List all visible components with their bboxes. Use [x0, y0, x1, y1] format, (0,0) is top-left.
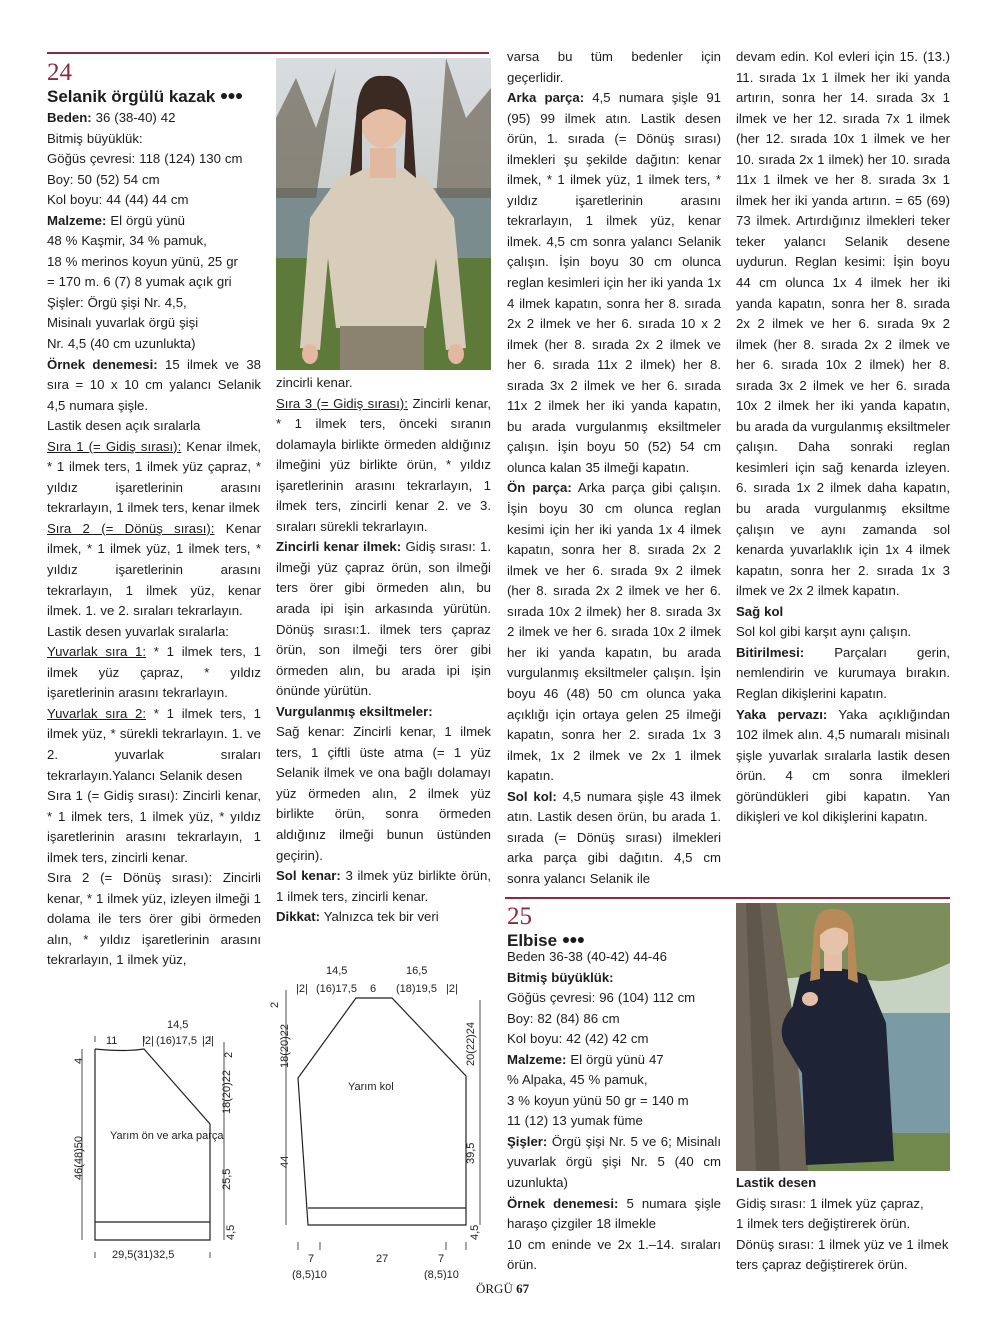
paragraph — [507, 1091, 721, 1112]
dim-label: 20(22)24 — [465, 1021, 477, 1066]
paragraph — [276, 722, 491, 866]
page-number: 67 — [516, 1281, 530, 1296]
dim-label: 2 — [269, 1001, 281, 1008]
section-rule-24 — [47, 52, 489, 54]
paragraph-text: Sağ kenar: Zincirli kenar, 1 ilmek ters, 1 çiftli üste atma (= 1 yüz Selanik ilmek ve ona bağlı dolamayı yüz örmeden alın, 2 ilmek yüz birlikte örün, sonra örmeden aldığınız ilmeği bunun üstünden geçirin). — [276, 724, 491, 863]
magazine-name: ÖRGÜ — [476, 1281, 513, 1296]
dim-label: (16)17,5 — [316, 983, 357, 995]
dim-label: |2| — [142, 1035, 154, 1047]
paragraph — [736, 705, 950, 828]
photo-caption — [736, 1173, 962, 1276]
paragraph-text: % Alpaka, 45 % pamuk, — [507, 1072, 648, 1088]
paragraph — [736, 602, 950, 623]
paragraph-text: Örgü şişi Nr. 5 ve 6; Misinalı yuvarlak örgü şişi Nr. 5 (40 cm uzunlukta) — [507, 1133, 721, 1191]
paragraph-text: Göğüs çevresi: 96 (104) 112 cm — [507, 990, 696, 1006]
dim-label: (18)19,5 — [396, 983, 437, 995]
paragraph-text: varsa bu tüm bedenler için geçerlidir. — [507, 49, 721, 85]
paragraph — [507, 1029, 721, 1050]
paragraph — [47, 519, 261, 622]
pattern-number-25: 25 — [507, 903, 532, 930]
paragraph — [736, 643, 950, 705]
paragraph — [736, 1194, 962, 1215]
paragraph-text: 4,5 numara şişle 43 ilmek atın. Lastik desen örün, bu arada 1. sırada (= Dönüş sırası) ilmekleri arka parça gibi dağıtın. 4,5 cm sonra yalancı Selanik ile — [507, 788, 721, 886]
paragraph-text: Dönüş sırası: 1 ilmek yüz ve 1 ilmek ters çapraz değiştirerek örün. — [736, 1236, 949, 1273]
paragraph-text: Sol kol gibi karşıt aynı çalışın. — [736, 624, 912, 640]
paragraph — [276, 907, 491, 928]
paragraph — [507, 47, 721, 88]
bold-lead: Sağ kol — [736, 603, 784, 619]
paragraph-text: Misinalı yuvarlak örgü şişi — [47, 315, 199, 331]
paragraph-text: = 170 m. 6 (7) 8 yumak açık gri — [47, 274, 232, 290]
dim-label: 44 — [279, 1155, 291, 1168]
dim-label: 29,5(31)32,5 — [112, 1249, 175, 1261]
bold-lead: Malzeme: — [507, 1051, 567, 1067]
schematic-label: Yarım ön ve arka parça — [110, 1130, 224, 1142]
section-rule-25 — [505, 897, 950, 899]
dim-label: 7 — [308, 1253, 315, 1265]
paragraph — [47, 272, 261, 293]
paragraph — [47, 622, 261, 643]
paragraph — [47, 293, 261, 314]
paragraph — [507, 1132, 721, 1194]
paragraph — [507, 1050, 721, 1071]
paragraph-text: Gidiş sırası: 1 ilmek yüz çapraz, — [736, 1195, 924, 1211]
paragraph — [47, 231, 261, 252]
paragraph — [507, 1070, 721, 1091]
paragraph-text: Şişler: Örgü şişi Nr. 4,5, — [47, 294, 187, 310]
pattern-number-24: 24 — [47, 59, 72, 86]
paragraph — [276, 537, 491, 701]
dim-label: (8,5)10 — [424, 1269, 459, 1280]
paragraph-text: El örgü yünü — [106, 212, 185, 228]
bold-lead: Ön parça: — [507, 480, 572, 496]
paragraph — [736, 47, 950, 602]
paragraph — [47, 313, 261, 334]
paragraph-text: Kol boyu: 42 (42) 42 cm — [507, 1031, 649, 1047]
underlined-lead: Sıra 2 (= Dönüş sırası): — [47, 520, 215, 536]
paragraph — [736, 622, 950, 643]
paragraph-text: Kol boyu: 44 (44) 44 cm — [47, 192, 189, 208]
paragraph-text: 18 % merinos koyun yünü, 25 gr — [47, 253, 238, 269]
paragraph — [47, 437, 261, 519]
paragraph — [47, 108, 261, 129]
paragraph-text: Lastik desen yuvarlak sıralarla: — [47, 623, 229, 639]
paragraph — [47, 252, 261, 273]
dim-label: |2| — [446, 983, 458, 995]
pattern-title-25: Elbise ●●● — [507, 931, 585, 950]
paragraph — [507, 478, 721, 786]
dim-label: 4,5 — [469, 1224, 481, 1240]
sweater-photo — [276, 58, 491, 370]
dim-label: 2 — [223, 1051, 235, 1058]
bold-lead: Şişler: — [507, 1133, 548, 1149]
paragraph — [47, 355, 261, 417]
paragraph-text: Lastik desen açık sıralarla — [47, 418, 201, 434]
paragraph-text: Göğüs çevresi: 118 (124) 130 cm — [47, 151, 243, 167]
paragraph-text: 4,5 numara şişle 91 (95) 99 ilmek atın. Lastik desen örün, 1. sırada (= Dönüş sırası) ilmekleri şu şekilde dağıtın: kenar ilmek, * 1 ilmek yüz, 1 ilmek ters, * yıldız işaretlerinin arasını tekrarlayın, 1 ilmek yüz, kenar ilmek. 4,5 cm sonra yalancı Selanik çalışın. İşin boyu 30 cm olunca reglan kesimleri için her iki yanda 1x 4 ilmek kapatın, sonra her 8. sırada 2x 2 ilmek ve her 6. sırada 10 x 2 ilmek (her 8. sırada 2x 2 ilmek ve her 6. sırada 11x 2 ilmek) her 8. sırada 3x 2 ilmek ve her 6. sırada 11x 2 ilmek her iki yanda kapatın, bu arada vurgulanmış eksiltmeler çalışın. İşin boyu 50 (52) 54 cm olunca kalan 35 ilmeği kapatın. — [507, 90, 721, 475]
paragraph-text: Beden 36-38 (40-42) 44-46 — [507, 949, 667, 964]
paragraph — [47, 786, 261, 868]
paragraph — [276, 373, 491, 394]
paragraph — [507, 787, 721, 890]
paragraph-text: Boy: 82 (84) 86 cm — [507, 1010, 620, 1026]
bold-lead: Zincirli kenar ilmek: — [276, 539, 402, 555]
paragraph-text: Sıra 1 (= Gidiş sırası): Zincirli kenar, * 1 ilmek ters, 1 ilmek yüz, * yıldız işaretlerinin arasını tekrarlayın, 1 ilmek ters, zincirli kenar. — [47, 788, 261, 865]
dim-label: 39,5 — [465, 1142, 477, 1164]
dim-label: (16)17,5 — [156, 1035, 197, 1047]
bold-lead: Bitirilmesi: — [736, 644, 805, 660]
instructions-column-25 — [507, 947, 721, 1276]
dim-label: 18(20)22 — [279, 1023, 291, 1068]
paragraph — [47, 642, 261, 704]
instructions-column-2 — [276, 373, 491, 928]
paragraph-text: 36 (38-40) 42 — [91, 110, 176, 125]
difficulty-dots: ●●● — [219, 87, 243, 103]
underlined-lead: Yuvarlak sıra 2: — [47, 705, 147, 721]
paragraph — [507, 1194, 721, 1235]
dim-label: 11 — [106, 1035, 118, 1047]
dim-label: 27 — [376, 1253, 389, 1265]
dim-label: 14,5 — [167, 1019, 189, 1031]
paragraph-text: 3 % koyun yünü 50 gr = 140 m — [507, 1092, 689, 1108]
bold-lead: Bitmiş büyüklük: — [507, 969, 614, 985]
paragraph — [276, 866, 491, 907]
instructions-column-1 — [47, 108, 261, 971]
dim-label: |2| — [202, 1035, 214, 1047]
body-schematic — [62, 1012, 252, 1272]
paragraph-text: 5 numara şişle haraşo çizgiler 18 ilmekle — [507, 1195, 721, 1232]
paragraph-text: Nr. 4,5 (40 cm uzunlukta) — [47, 336, 196, 352]
paragraph-text: Sıra 2 (= Dönüş sırası): Zincirli kenar, * 1 ilmek yüz, izleyen ilmeği 1 dolama ile ters örer gibi örmeden alın, * yıldız işaretlerinin arasını tekrarlayın, 1 ilmek yüz, — [47, 870, 261, 968]
paragraph — [507, 1009, 721, 1030]
dim-label: 46(48)50 — [73, 1135, 85, 1180]
bold-lead: Lastik desen — [736, 1175, 817, 1190]
paragraph — [47, 704, 261, 786]
paragraph-text: * 1 ilmek ters, 1 ilmek yüz çapraz, * yıldız işaretlerinin arasını tekrarlayın. — [47, 644, 261, 701]
underlined-lead: Sıra 3 (= Gidiş sırası): — [276, 395, 408, 411]
paragraph-text: Kenar ilmek, * 1 ilmek ters, 1 ilmek yüz çapraz, * yıldız işaretlerinin arasını tekrarlayın, 1 ilmek ters, kenar ilmek — [47, 438, 261, 516]
paragraph-text: Zincirli kenar, * 1 ilmek ters, önceki sıranın dolamayla birlikte örmeden aldığınız ilmeğini yüz birlikte örün, * yıldız işaretlerinin arasını tekrarlayın, 1 ilmek ters, zincirli kenar 2. ve 3. sıraları sürekli tekrarlayın. — [276, 395, 491, 534]
paragraph — [47, 868, 261, 971]
paragraph-text: 11 (12) 13 yumak füme — [507, 1113, 643, 1129]
paragraph — [507, 988, 721, 1009]
pattern-title-24: Selanik örgülü kazak ●●● — [47, 87, 243, 106]
paragraph — [736, 1235, 962, 1276]
paragraph — [507, 1235, 721, 1276]
paragraph-text: El örgü yünü 47 — [566, 1051, 664, 1067]
paragraph-text: Bitmiş büyüklük: — [47, 130, 143, 146]
paragraph — [47, 149, 261, 170]
paragraph — [736, 1214, 962, 1235]
dim-label: 7 — [438, 1253, 445, 1265]
dim-label: 16,5 — [406, 965, 428, 977]
dim-label: 25,5 — [221, 1168, 233, 1190]
paragraph — [47, 129, 261, 150]
paragraph-text: Yaka açıklığından 102 ilmek alın. 4,5 numaralı misinalı şişle yuvarlak sıralarla lastik desen örün. 4 cm sonra ilmekleri göründükleri gibi kapatın. Yan dikişleri ve kol dikişlerini kapatın. — [736, 706, 951, 825]
underlined-lead: Yuvarlak sıra 1: — [47, 644, 147, 660]
dim-label: (8,5)10 — [292, 1269, 327, 1280]
difficulty-dots: ●●● — [561, 931, 585, 947]
bold-lead: Örnek denemesi: — [47, 356, 158, 372]
paragraph — [507, 88, 721, 478]
dim-label: 4 — [73, 1057, 85, 1064]
paragraph-text: Boy: 50 (52) 54 cm — [47, 171, 160, 187]
paragraph — [47, 334, 261, 355]
paragraph — [507, 968, 721, 989]
dress-photo — [736, 903, 950, 1171]
bold-lead: Malzeme: — [47, 212, 107, 228]
paragraph — [276, 394, 491, 538]
paragraph-text: 15 ilmek ve 38 sıra = 10 x 10 cm yalancı Selanik 4,5 numara şişle. — [47, 356, 261, 413]
paragraph — [47, 170, 261, 191]
bold-lead: Sol kol: — [507, 788, 557, 804]
bold-lead: Dikkat: — [276, 909, 320, 925]
paragraph-text: Parçaları gerin, nemlendirin ve kurumaya bırakın. Reglan dikişlerini kapatın. — [736, 644, 950, 701]
dim-label: 18(20)22 — [221, 1069, 233, 1114]
underlined-lead: Sıra 1 (= Gidiş sırası): — [47, 438, 182, 454]
paragraph-text: Kenar ilmek, * 1 ilmek yüz, 1 ilmek ters, * yıldız işaretlerinin arasını tekrarlayın, 1 ilmek yüz, kenar ilmek. 1. ve 2. sıraları tekrarlayın. — [47, 520, 261, 619]
paragraph-text: * 1 ilmek ters, 1 ilmek yüz, * sürekli tekrarlayın. 1. ve 2. yuvarlak sıraları tekrarlayın.Yalancı Selanik desen — [47, 705, 261, 783]
paragraph-text: 10 cm eninde ve 2x 1.–14. sıraları örün. — [507, 1236, 721, 1273]
paragraph — [507, 1111, 721, 1132]
dim-label: 4,5 — [225, 1224, 237, 1240]
dim-label: 6 — [370, 983, 377, 995]
bold-lead: Yaka pervazı: — [736, 706, 828, 722]
paragraph-text: Gidiş sırası: 1. ilmeği yüz çapraz örün, son ilmeği ters örer gibi örmeden alın, bu arada ipi işin arkasında yürütün. Dönüş sırası:1. ilmek ters çapraz örün, son ilmeği ters örer gibi örmeden alın, bu arada ipi işin önünde yürütün. — [276, 539, 491, 699]
paragraph-text: 1 ilmek ters değiştirerek örün. — [736, 1216, 911, 1232]
bold-lead: Vurgulanmış eksiltmeler: — [276, 703, 433, 719]
paragraph — [47, 190, 261, 211]
paragraph-text: devam edin. Kol evleri için 15. (13.) 11. sırada 1x 1 ilmek her iki yanda artırın, sonra her 14. sırada 3x 1 ilmek ve her 12. sırada 7x 1 ilmek (her 12. sırada 10x 1 ilmek ve her 10. sırada 2x 1 ilmek) her 10. sırada 11x 1 ilmek ve her 8. sırada 3x 1 ilmek her iki yanda artırın. = 65 (69) 73 ilmek. Artırdığınız ilmekleri teker teker yalancı Selanik desene uydurun. Reglan kesimi: İşin boyu 44 cm olunca 1x 4 ilmek her iki yanda kapatın, sonra her 8. sırada 2x 2 ilmek ve her 6. sırada 9x 2 ilmek (her 8. sırada 2x 2 ilmek ve her 6. sırada 10x 2 ilmek) her 8. sırada 3x 2 ilmek ve her 6. sırada 10x 2 ilmek her iki yanda kapatın, bu arada da vurgulanmış eksiltmeler çalışın. Daha sonraki reglan kesimleri için sağ kenarda izleyen. 6. sırada 1x 2 ilmek daha kapatın, bu arada vurgulanmış eksiltme çalışın ve aynı zamanda sol kenarda yuvarlaklık için 1x 4 ilmek kapatın, sonra her 2. sırada 1x 3 ilmek ve 2x 2 ilmek kapatın. — [736, 49, 950, 599]
dim-label: 14,5 — [326, 965, 348, 977]
schematic-label: Yarım kol — [348, 1081, 394, 1093]
paragraph-text: Arka parça gibi çalışın. İşin boyu 30 cm olunca reglan kesimi için her iki yanda 1x 4 ilmek kapatın, sonra her 8. sırada 2x 2 ilmek ve her 6. sırada 9x 2 ilmek (her 8. sırada 2x 2 ilmek ve her 6. sırada 10x 2 ilmek) her 8. sırada 3x 2 ilmek ve her 6. sırada 10x 2 ilmek her iki yanda kapatın, bu arada vurgulanmış eksiltmeler çalışın. İşin boyu 46 (48) 50 cm olunca yaka açıklığı için ortaya gelen 25 ilmeği kapatın, sonra her 2. sırada 1x 3 ilmek, 1x 2 ilmek ve 2x 1 ilmek kapatın. — [507, 480, 721, 784]
page-footer — [476, 1281, 529, 1297]
dim-label: |2| — [296, 983, 308, 995]
bold-lead: Örnek denemesi: — [507, 1195, 619, 1211]
paragraph-text: 48 % Kaşmir, 34 % pamuk, — [47, 233, 207, 249]
paragraph-text: Yalnızca tek bir veri — [319, 909, 439, 925]
paragraph-text: zincirli kenar. — [276, 375, 353, 390]
bold-lead: Sol kenar: — [276, 868, 341, 884]
paragraph — [47, 211, 261, 232]
bold-lead: Arka parça: — [507, 90, 585, 106]
paragraph-text: 3 ilmek yüz birlikte örün, 1 ilmek ters, zincirli kenar. — [276, 868, 491, 904]
instructions-column-4 — [736, 47, 950, 828]
paragraph — [276, 702, 491, 723]
paragraph — [507, 947, 721, 968]
sleeve-schematic — [268, 960, 493, 1280]
paragraph — [47, 416, 261, 437]
paragraph — [736, 1173, 962, 1194]
instructions-column-3 — [507, 47, 721, 889]
bold-lead: Beden: — [47, 110, 92, 125]
